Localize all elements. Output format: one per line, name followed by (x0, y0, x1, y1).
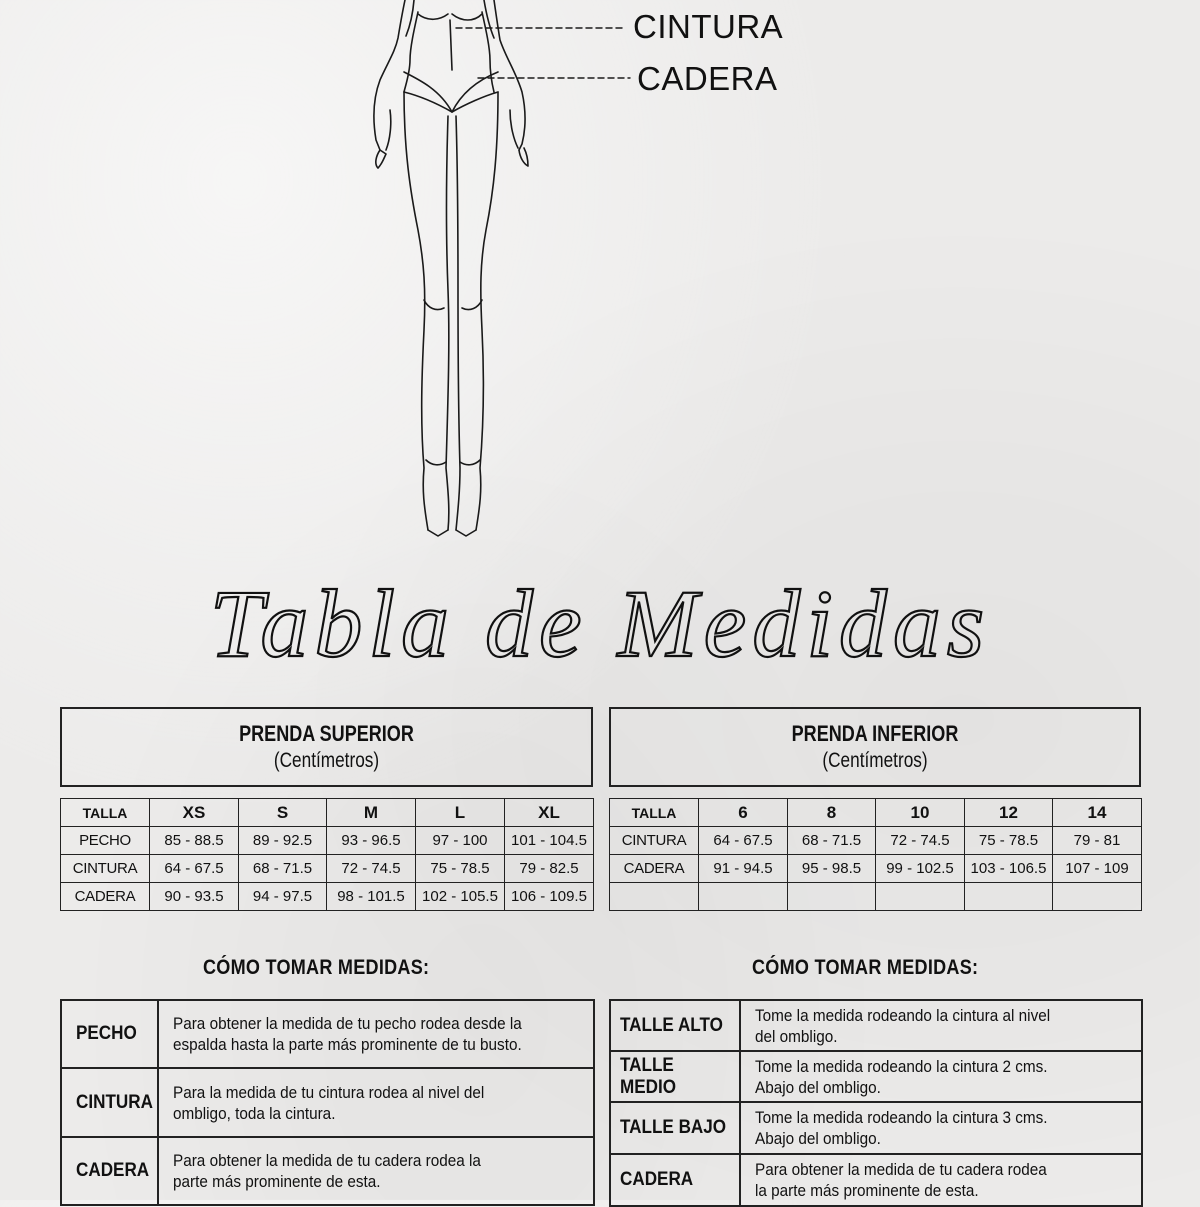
howto-description: Para la medida de tu cintura rodea al nivel del ombligo, toda la cintura. (158, 1068, 594, 1137)
howto-label: CINTURA (61, 1068, 158, 1137)
howto-right-table (609, 999, 1143, 1207)
table-header-cell: XL (505, 799, 594, 827)
howto-description: Para obtener la medida de tu cadera rodea la parte más prominente de esta. (158, 1137, 594, 1205)
table-cell: 72 - 74.5 (876, 827, 965, 855)
howto-description: Tome la medida rodeando la cintura 2 cms. Abajo del ombligo. (740, 1051, 1142, 1102)
upper-garment-header (60, 707, 593, 787)
table-cell: 79 - 82.5 (505, 855, 594, 883)
table-header-cell: TALLA (610, 799, 699, 827)
howto-label: TALLE BAJO (610, 1102, 740, 1154)
table-cell (1053, 883, 1142, 911)
table-row (610, 1154, 1142, 1206)
table-cell: 75 - 78.5 (416, 855, 505, 883)
table-cell: CINTURA (610, 827, 699, 855)
table-row (610, 1051, 1142, 1102)
table-cell: 85 - 88.5 (150, 827, 239, 855)
fashion-figure-illustration (340, 0, 660, 545)
table-cell: 90 - 93.5 (150, 883, 239, 911)
table-cell: 91 - 94.5 (699, 855, 788, 883)
table-header-cell: 8 (788, 799, 876, 827)
howto-description: Tome la medida rodeando la cintura 3 cms. Abajo del ombligo. (740, 1102, 1142, 1154)
table-header-row (61, 799, 594, 827)
table-cell: 94 - 97.5 (239, 883, 327, 911)
table-cell: 102 - 105.5 (416, 883, 505, 911)
table-cell: CINTURA (61, 855, 150, 883)
table-header-cell: 6 (699, 799, 788, 827)
table-cell (699, 883, 788, 911)
table-header-cell: M (327, 799, 416, 827)
table-cell (610, 883, 699, 911)
table-cell: 75 - 78.5 (965, 827, 1053, 855)
table-cell (788, 883, 876, 911)
lower-size-table (609, 798, 1142, 911)
table-header-cell: TALLA (61, 799, 150, 827)
svg-text:Tabla de Medidas: Tabla de Medidas (209, 570, 991, 677)
table-cell: 97 - 100 (416, 827, 505, 855)
table-row (610, 1000, 1142, 1051)
table-header-cell: 12 (965, 799, 1053, 827)
upper-size-table (60, 798, 594, 911)
table-header-cell: S (239, 799, 327, 827)
table-cell: 95 - 98.5 (788, 855, 876, 883)
table-cell: 103 - 106.5 (965, 855, 1053, 883)
howto-label: PECHO (61, 1000, 158, 1068)
howto-label: CADERA (610, 1154, 740, 1206)
howto-left-table (60, 999, 595, 1206)
table-cell: 64 - 67.5 (699, 827, 788, 855)
page-title (0, 568, 1200, 678)
upper-heading: PRENDA SUPERIOR (239, 721, 414, 746)
table-header-cell: L (416, 799, 505, 827)
table-cell: 68 - 71.5 (788, 827, 876, 855)
table-row (61, 827, 594, 855)
lower-unit: (Centímetros) (822, 749, 928, 772)
table-cell (965, 883, 1053, 911)
table-cell: 68 - 71.5 (239, 855, 327, 883)
table-cell: 89 - 92.5 (239, 827, 327, 855)
table-cell: 93 - 96.5 (327, 827, 416, 855)
table-row (61, 1068, 594, 1137)
howto-label: TALLE MEDIO (610, 1051, 740, 1102)
table-cell (876, 883, 965, 911)
table-row (610, 1102, 1142, 1154)
upper-unit: (Centímetros) (273, 749, 380, 772)
table-cell: 99 - 102.5 (876, 855, 965, 883)
table-cell: 64 - 67.5 (150, 855, 239, 883)
table-row (61, 1000, 594, 1068)
howto-right-title: CÓMO TOMAR MEDIDAS: (752, 956, 979, 979)
table-cell: 107 - 109 (1053, 855, 1142, 883)
howto-left-title: CÓMO TOMAR MEDIDAS: (203, 956, 430, 979)
howto-description: Para obtener la medida de tu cadera rodea la parte más prominente de esta. (740, 1154, 1142, 1206)
table-cell: 72 - 74.5 (327, 855, 416, 883)
table-cell: 101 - 104.5 (505, 827, 594, 855)
figure-label-cintura: CINTURA (633, 8, 784, 45)
table-row (610, 827, 1142, 855)
table-header-cell: 14 (1053, 799, 1142, 827)
table-row (610, 855, 1142, 883)
table-row (610, 883, 1142, 911)
table-cell: CADERA (61, 883, 150, 911)
lower-heading: PRENDA INFERIOR (791, 721, 959, 746)
howto-label: TALLE ALTO (610, 1000, 740, 1051)
table-cell: CADERA (610, 855, 699, 883)
table-header-cell: 10 (876, 799, 965, 827)
howto-label: CADERA (61, 1137, 158, 1205)
table-cell: 79 - 81 (1053, 827, 1142, 855)
table-cell: PECHO (61, 827, 150, 855)
table-cell: 98 - 101.5 (327, 883, 416, 911)
table-header-row (610, 799, 1142, 827)
table-row (61, 883, 594, 911)
figure-label-cadera: CADERA (637, 60, 778, 97)
howto-description: Para obtener la medida de tu pecho rodea desde la espalda hasta la parte más prominente de tu busto. (158, 1000, 594, 1068)
howto-description: Tome la medida rodeando la cintura al nivel del ombligo. (740, 1000, 1142, 1051)
table-header-cell: XS (150, 799, 239, 827)
table-row (61, 855, 594, 883)
lower-garment-header (609, 707, 1141, 787)
table-row (61, 1137, 594, 1205)
table-cell: 106 - 109.5 (505, 883, 594, 911)
